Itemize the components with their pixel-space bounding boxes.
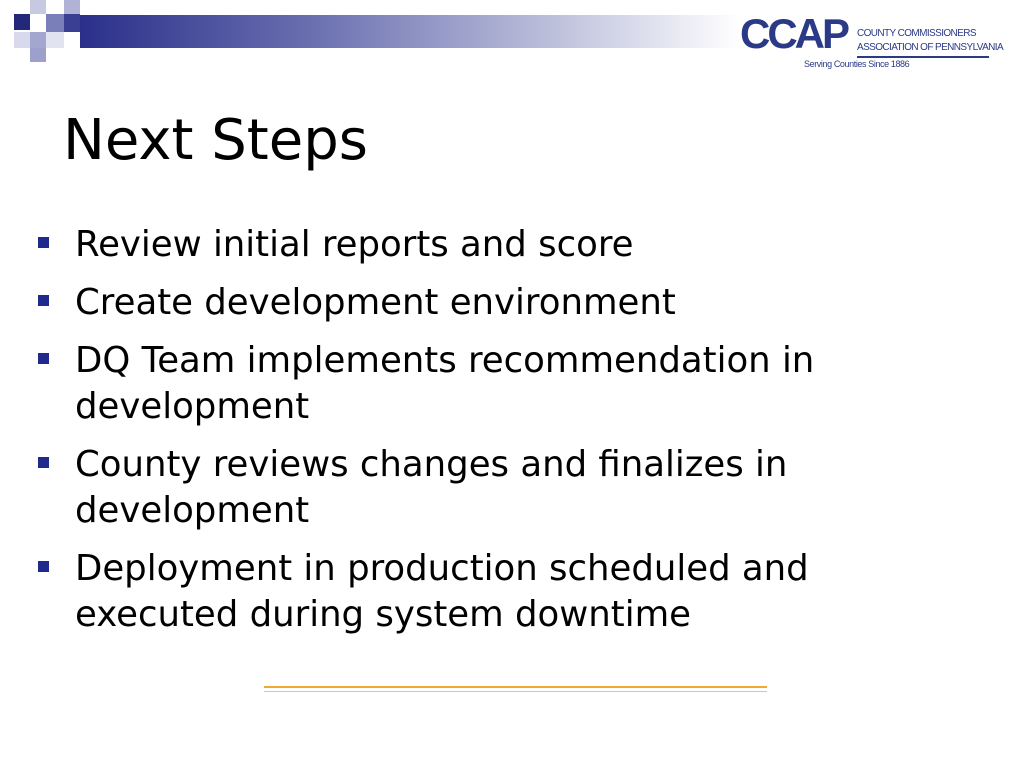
bullet-text: Create development environment bbox=[75, 282, 676, 323]
bullet-item bbox=[38, 546, 938, 638]
logo-rule bbox=[857, 56, 989, 58]
square-bullet-icon bbox=[38, 237, 49, 248]
bullet-text: Deployment in production scheduled and executed during system downtime bbox=[75, 548, 809, 635]
square-bullet-icon bbox=[38, 353, 49, 364]
bullet-item bbox=[38, 280, 938, 326]
bullet-text: DQ Team implements recommendation in development bbox=[75, 340, 815, 427]
logo-tagline: Serving Counties Since 1886 bbox=[804, 59, 910, 69]
bullet-text: County reviews changes and finalizes in development bbox=[75, 444, 788, 531]
square-bullet-icon bbox=[38, 295, 49, 306]
footer-rule-thin bbox=[264, 691, 767, 692]
logo-name-line2: ASSOCIATION OF PENNSYLVANIA bbox=[857, 42, 1004, 53]
bullet-item bbox=[38, 442, 938, 534]
slide-title: Next Steps bbox=[63, 108, 368, 173]
logo-name-line1: COUNTY COMMISSIONERS bbox=[857, 28, 976, 39]
decorative-mosaic bbox=[0, 0, 80, 64]
bullet-text: Review initial reports and score bbox=[75, 224, 634, 265]
ccap-logo bbox=[740, 6, 1004, 76]
square-bullet-icon bbox=[38, 457, 49, 468]
footer-rule bbox=[264, 686, 767, 688]
bullet-item bbox=[38, 338, 938, 430]
bullet-list bbox=[38, 222, 938, 650]
bullet-item bbox=[38, 222, 938, 268]
square-bullet-icon bbox=[38, 561, 49, 572]
logo-wordmark: CCAP bbox=[740, 10, 848, 57]
header-banner bbox=[80, 15, 740, 48]
